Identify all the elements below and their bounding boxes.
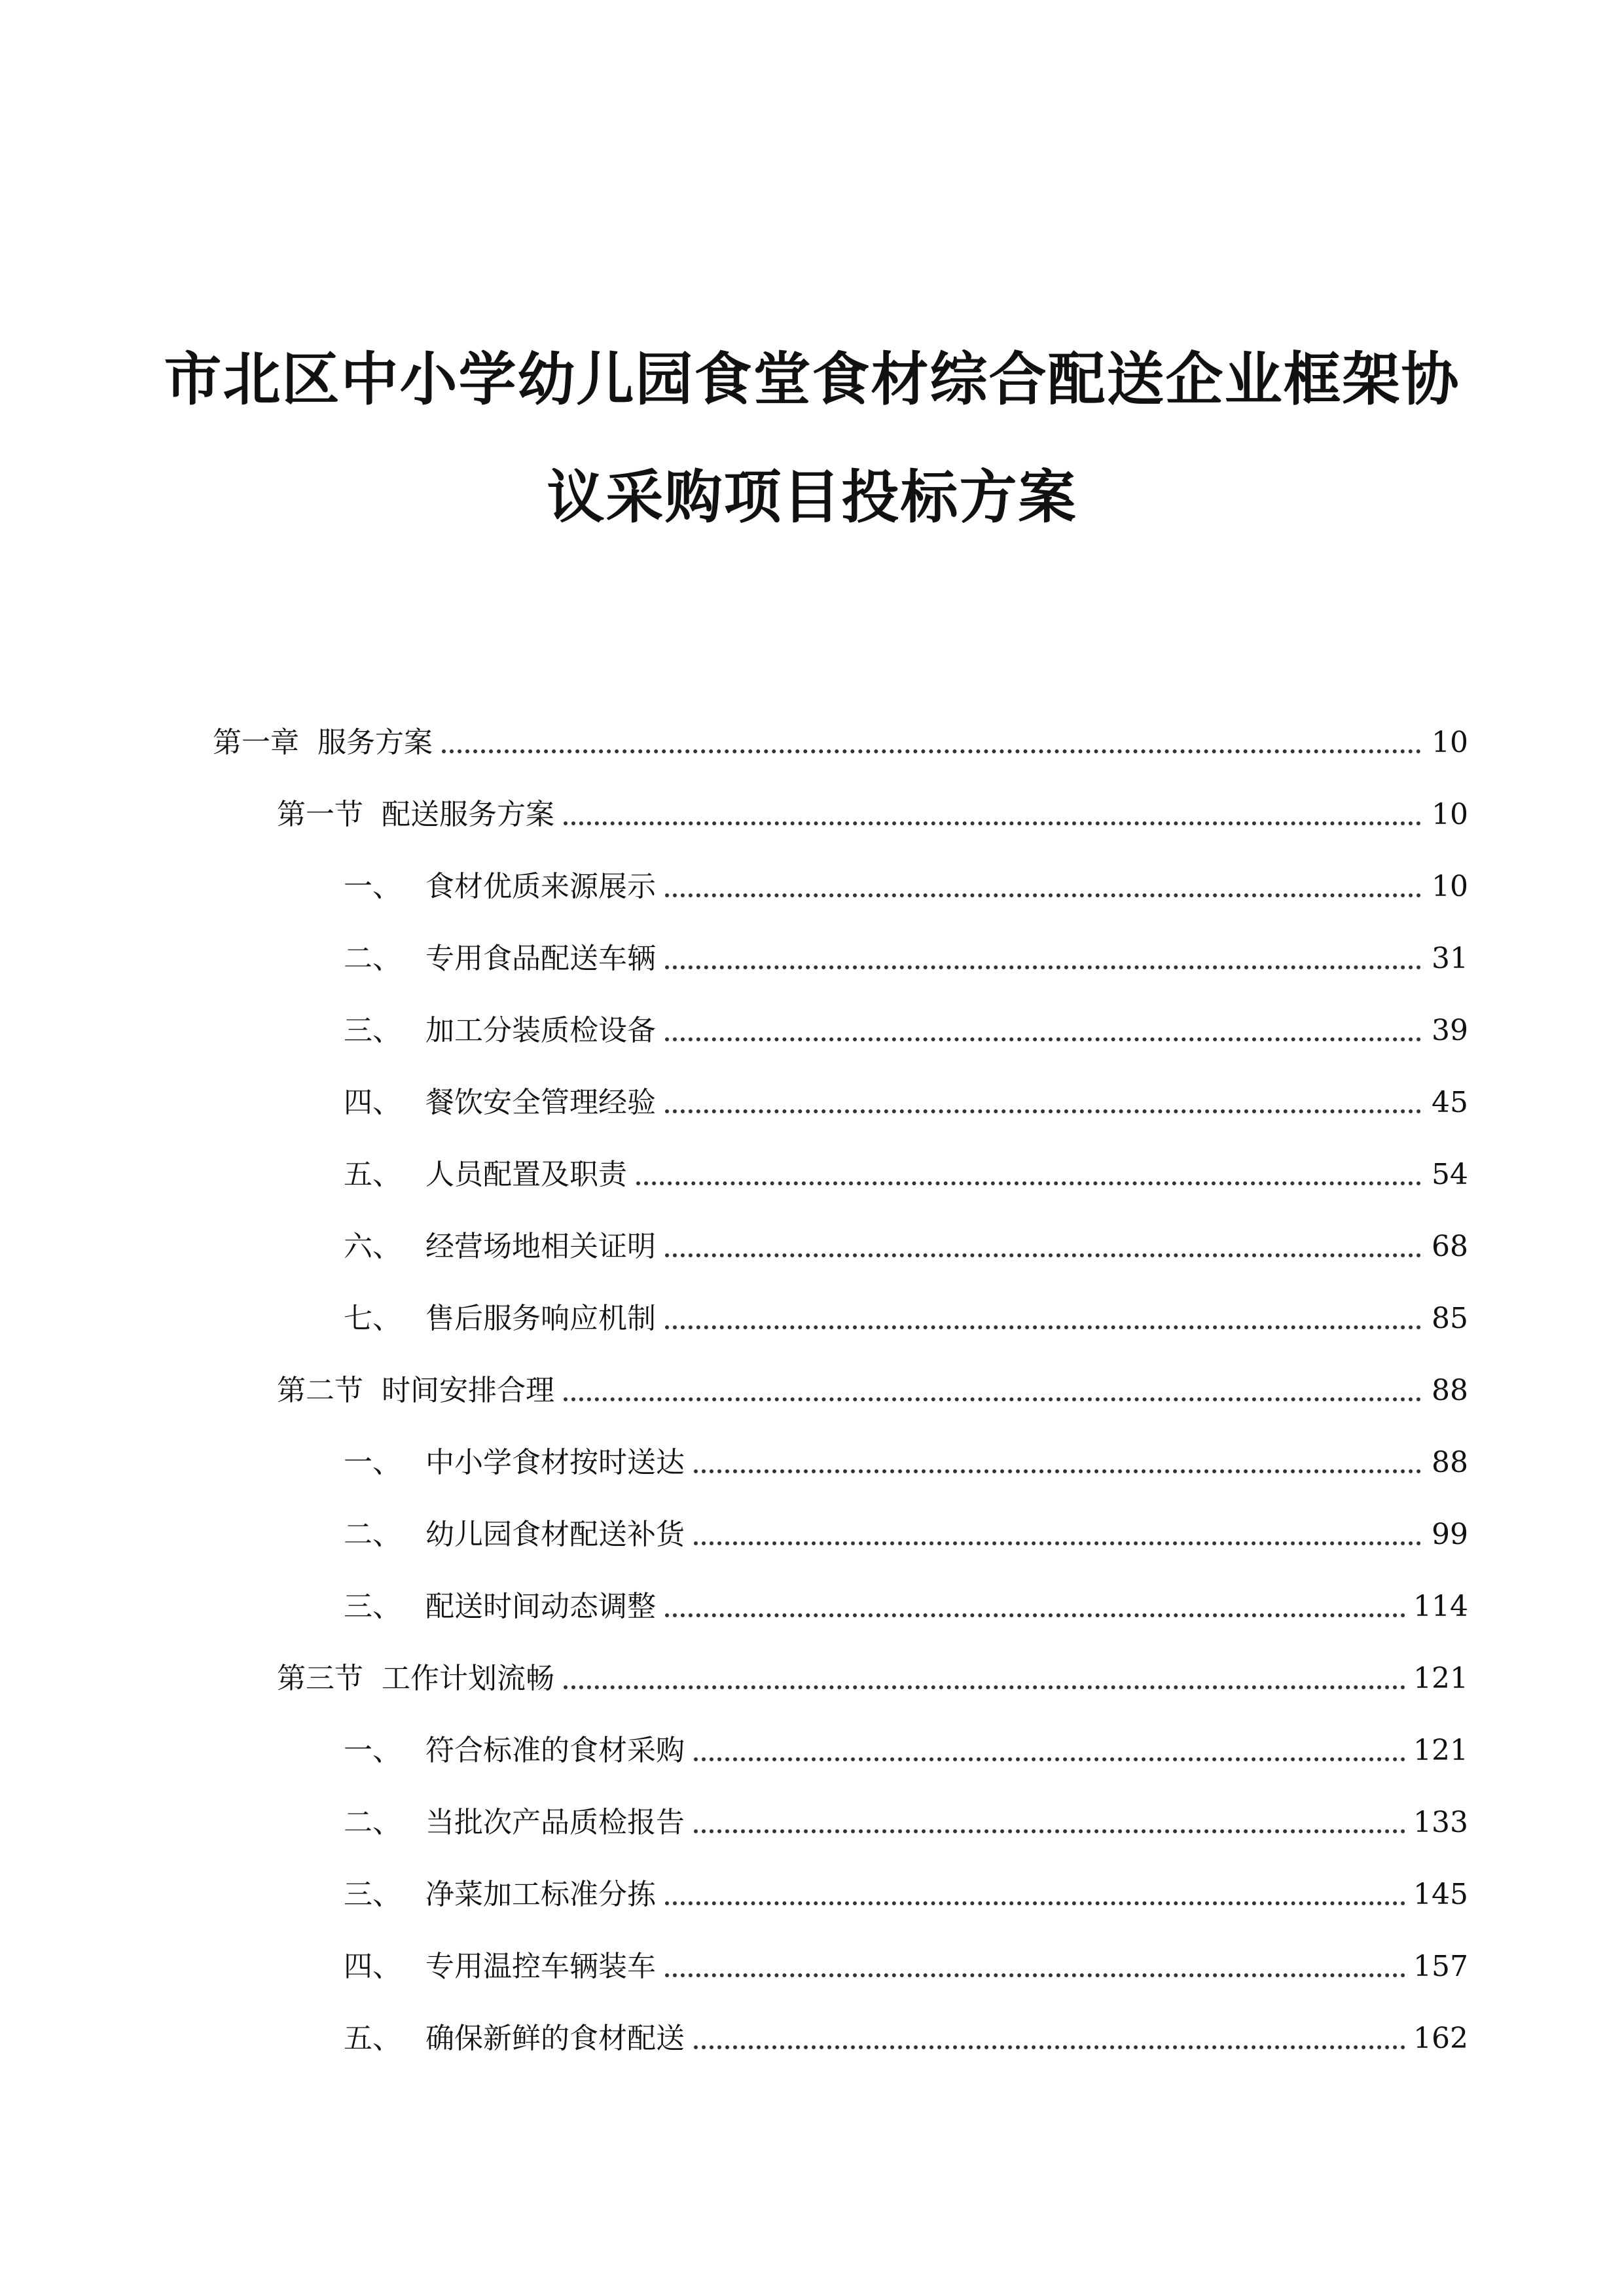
- toc-item-number: 一、: [344, 1734, 401, 1767]
- toc-page-number: 45: [1432, 1086, 1468, 1119]
- toc-dot-leader: [665, 965, 1421, 969]
- toc-entry-label: 加工分装质检设备: [425, 1014, 656, 1047]
- toc-entry-section-3[interactable]: [277, 1626, 1468, 1698]
- toc-entry-label: 经营场地相关证明: [425, 1230, 656, 1263]
- toc-entry-section-1[interactable]: [277, 762, 1468, 834]
- toc-dot-leader: [694, 1757, 1405, 1761]
- toc-page-number: 88: [1432, 1374, 1468, 1407]
- toc-dot-leader: [442, 749, 1421, 753]
- toc-dot-leader: [665, 1253, 1421, 1257]
- toc-page-number: 133: [1413, 1806, 1468, 1839]
- document-title-line-1: 市北区中小学幼儿园食堂食材综合配送企业框架协: [164, 346, 1460, 413]
- toc-page-number: 68: [1432, 1230, 1468, 1263]
- toc-dot-leader: [665, 1109, 1421, 1113]
- toc-item-number: 一、: [344, 870, 401, 903]
- toc-entry-item[interactable]: [344, 1266, 1468, 1338]
- toc-page-number: 39: [1432, 1014, 1468, 1047]
- toc-item-number: 三、: [344, 1878, 401, 1911]
- toc-entry-label: 第二节 时间安排合理: [277, 1374, 554, 1407]
- toc-entry-item[interactable]: [344, 1554, 1468, 1626]
- toc-page-number: 162: [1413, 2022, 1468, 2055]
- toc-entry-label: 配送时间动态调整: [425, 1590, 656, 1623]
- toc-entry-item[interactable]: [344, 1482, 1468, 1554]
- toc-page-number: 145: [1413, 1878, 1468, 1911]
- toc-page-number: 157: [1413, 1950, 1468, 1983]
- toc-entry-item[interactable]: [344, 978, 1468, 1050]
- toc-entry-chapter-1[interactable]: [213, 691, 1468, 762]
- toc-item-number: 四、: [344, 1950, 401, 1983]
- toc-page-number: 99: [1432, 1518, 1468, 1551]
- toc-entry-item[interactable]: [344, 1698, 1468, 1770]
- toc-dot-leader: [665, 1325, 1421, 1329]
- toc-dot-leader: [564, 1397, 1421, 1401]
- toc-entry-label: 符合标准的食材采购: [425, 1734, 685, 1767]
- toc-entry-item[interactable]: [344, 1194, 1468, 1266]
- toc-item-number: 五、: [344, 1158, 401, 1191]
- toc-dot-leader: [665, 893, 1421, 897]
- toc-entry-item[interactable]: [344, 1914, 1468, 1986]
- toc-entry-label: 食材优质来源展示: [425, 870, 656, 903]
- toc-entry-label: 专用温控车辆装车: [425, 1950, 656, 1983]
- toc-entry-item[interactable]: [344, 1770, 1468, 1842]
- toc-dot-leader: [694, 1469, 1421, 1473]
- toc-dot-leader: [564, 821, 1421, 825]
- toc-dot-leader: [694, 2045, 1405, 2049]
- toc-page-number: 10: [1432, 870, 1468, 903]
- toc-item-number: 二、: [344, 1806, 401, 1839]
- toc-item-number: 二、: [344, 942, 401, 975]
- toc-entry-label: 净菜加工标准分拣: [425, 1878, 656, 1911]
- toc-entry-item[interactable]: [344, 1410, 1468, 1482]
- toc-entry-label: 专用食品配送车辆: [425, 942, 656, 975]
- toc-dot-leader: [636, 1181, 1421, 1185]
- toc-entry-item[interactable]: [344, 1986, 1468, 2058]
- toc-entry-item[interactable]: [344, 1122, 1468, 1194]
- toc-dot-leader: [694, 1829, 1405, 1833]
- toc-entry-label: 幼儿园食材配送补货: [425, 1518, 685, 1551]
- toc-page-number: 10: [1432, 726, 1468, 759]
- toc-entry-label: 第一节 配送服务方案: [277, 798, 554, 831]
- toc-item-number: 四、: [344, 1086, 401, 1119]
- toc-item-number: 三、: [344, 1590, 401, 1623]
- toc-page-number: 54: [1432, 1158, 1468, 1191]
- toc-item-number: 二、: [344, 1518, 401, 1551]
- toc-item-number: 五、: [344, 2022, 401, 2055]
- toc-entry-item[interactable]: [344, 906, 1468, 978]
- toc-entry-label: 售后服务响应机制: [425, 1302, 656, 1335]
- toc-entry-item[interactable]: [344, 1050, 1468, 1122]
- toc-entry-label: 第一章 服务方案: [213, 726, 433, 759]
- toc-dot-leader: [665, 1901, 1405, 1905]
- toc-entry-label: 餐饮安全管理经验: [425, 1086, 656, 1119]
- toc-dot-leader: [665, 1037, 1421, 1041]
- toc-page-number: 31: [1432, 942, 1468, 975]
- toc-item-number: 六、: [344, 1230, 401, 1263]
- toc-dot-leader: [694, 1541, 1421, 1545]
- toc-entry-section-2[interactable]: [277, 1338, 1468, 1410]
- toc-dot-leader: [665, 1613, 1405, 1617]
- toc-page-number: 85: [1432, 1302, 1468, 1335]
- toc-entry-label: 当批次产品质检报告: [425, 1806, 685, 1839]
- toc-entry-label: 中小学食材按时送达: [425, 1446, 685, 1479]
- toc-item-number: 三、: [344, 1014, 401, 1047]
- toc-item-number: 一、: [344, 1446, 401, 1479]
- toc-entry-item[interactable]: [344, 1842, 1468, 1914]
- toc-entry-item[interactable]: [344, 834, 1468, 906]
- toc-page-number: 121: [1413, 1734, 1468, 1767]
- toc-page-number: 10: [1432, 798, 1468, 831]
- toc-entry-label: 确保新鲜的食材配送: [425, 2022, 685, 2055]
- document-title-line-2: 议采购项目投标方案: [547, 463, 1077, 531]
- toc-page-number: 121: [1413, 1662, 1468, 1695]
- toc-entry-label: 第三节 工作计划流畅: [277, 1662, 554, 1695]
- toc-page-number: 88: [1432, 1446, 1468, 1479]
- toc-item-number: 七、: [344, 1302, 401, 1335]
- document-title: [131, 321, 1493, 556]
- toc-dot-leader: [564, 1685, 1405, 1689]
- toc-entry-label: 人员配置及职责: [425, 1158, 627, 1191]
- toc-page-number: 114: [1413, 1590, 1468, 1623]
- toc-dot-leader: [665, 1973, 1405, 1977]
